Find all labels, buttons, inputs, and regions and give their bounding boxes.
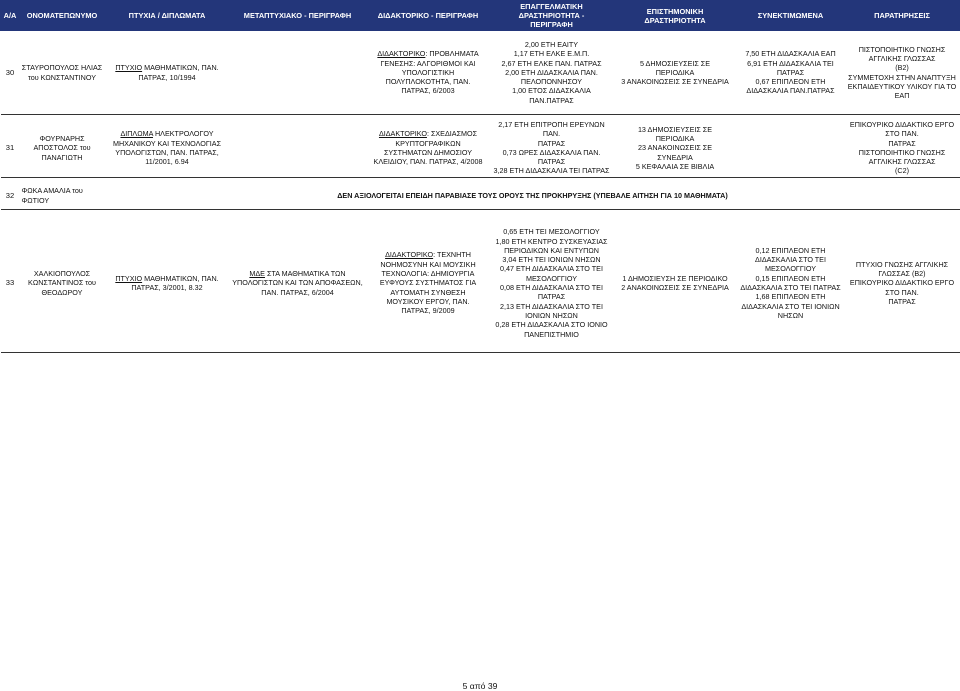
name-line: ΣΤΑΥΡΟΠΟΥΛΟΣ ΗΛΙΑΣ (21, 63, 103, 73)
phd-line: ΜΟΥΣΙΚΟΥ ΕΡΓΟΥ, ΠΑΝ. (386, 296, 470, 306)
table-row (1, 182, 960, 210)
master-line: ΥΠΟΛΟΓΙΣΤΩΝ ΚΑΙ ΤΩΝ ΑΠΟΦΑΣΕΩΝ, (232, 278, 363, 288)
notes-line: (C2) (895, 166, 909, 176)
notes-cell (844, 214, 960, 352)
page-number: 5 από 39 (462, 681, 498, 691)
master-type: ΜΔΕ (249, 269, 265, 279)
professional-line: ΠΑΤΡΑΣ (537, 157, 566, 167)
name-line: ΑΠΟΣΤΟΛΟΣ του (33, 143, 91, 153)
professional-line: 1,00 ΕΤΟΣ ΔΙΔΑΣΚΑΛΙΑ (512, 86, 591, 96)
attached-cell (738, 31, 844, 115)
degree-line: ΜΑΘΗΜΑΤΙΚΩΝ, ΠΑΝ. (142, 63, 219, 73)
phd-line: ΑΥΤΟΜΑΤΗ ΣΥΝΘΕΣΗ (390, 287, 466, 297)
professional-line: 3,04 ΕΤΗ ΤΕΙ ΙΟΝΙΩΝ ΝΗΣΩΝ (502, 255, 601, 265)
phd-line: : ΠΡΟΒΛΗΜΑΤΑ (425, 49, 479, 59)
header-name: ΟΝΟΜΑΤΕΠΩΝΥΜΟ (20, 1, 105, 31)
professional-line: 1,17 ΕΤΗ ΕΛΚΕ Ε.Μ.Π. (513, 49, 590, 59)
phd-line: ΚΡΥΠΤΟΓΡΑΦΙΚΩΝ (395, 138, 461, 148)
notes-line: ΠΑΤΡΑΣ (888, 296, 916, 306)
professional-line: 0,65 ΕΤΗ ΤΕΙ ΜΕΣΟΛΟΓΓΙΟΥ (503, 227, 600, 237)
degree-type: ΔΙΠΛΩΜΑ (120, 129, 153, 139)
master-line: ΠΑΝ. ΠΑΤΡΑΣ, 6/2004 (261, 287, 334, 297)
notes-line: (Β2) (895, 63, 909, 73)
name-line: ΚΩΝΣΤΑΝΤΙΝΟΣ του (28, 278, 96, 288)
phd-line: ΥΠΟΛΟΓΙΣΤΙΚΗ (401, 67, 455, 77)
attached-line: ΝΗΣΩΝ (777, 310, 804, 320)
header-aa: Α/Α (1, 1, 20, 31)
name-line: ΘΕΟΔΩΡΟΥ (41, 287, 83, 297)
professional-line: ΠΑΝΕΠΙΣΤΗΜΙΟ (524, 329, 579, 339)
header-notes: ΠΑΡΑΤΗΡΗΣΕΙΣ (844, 1, 960, 31)
professional-cell (491, 31, 613, 115)
name-line: ΠΑΝΑΓΙΩΤΗ (41, 152, 83, 162)
master-cell (230, 214, 366, 352)
scientific-line: 23 ΑΝΑΚΟΙΝΩΣΕΙΣ ΣΕ (637, 143, 712, 153)
scientific-line: 5 ΚΕΦΑΛΑΙΑ ΣΕ ΒΙΒΛΙΑ (635, 161, 715, 171)
phd-type: ΔΙΔΑΚΤΟΡΙΚΟ (377, 49, 426, 59)
name-line: ΦΩΚΑ ΑΜΑΛΙΑ του (21, 186, 83, 196)
master-cell (230, 119, 366, 177)
header-master: ΜΕΤΑΠΤΥΧΙΑΚΟ - ΠΕΡΙΓΡΑΦΗ (230, 1, 366, 31)
degree-type: ΠΤΥΧΙΟ (115, 63, 143, 73)
table-row (1, 119, 960, 177)
notes-cell (844, 31, 960, 115)
professional-line: 0,73 ΩΡΕΣ ΔΙΔΑΣΚΑΛΙΑ ΠΑΝ. (502, 147, 601, 157)
header-phd: ΔΙΔΑΚΤΟΡΙΚΟ - ΠΕΡΙΓΡΑΦΗ (366, 1, 491, 31)
header-scientific-line: ΔΡΑΣΤΗΡΙΟΤΗΤΑ (644, 15, 706, 25)
header-attached: ΣΥΝΕΚΤΙΜΩΜΕΝΑ (738, 1, 844, 31)
scientific-line: ΠΕΡΙΟΔΙΚΑ (655, 133, 695, 143)
phd-line: : ΣΧΕΔΙΑΣΜΟΣ (426, 129, 478, 139)
header-professional-line: ΕΠΑΓΓΕΛΜΑΤΙΚΗ ΔΡΑΣΤΗΡΙΟΤΗΤΑ - (518, 2, 585, 20)
master-line: ΣΤΑ ΜΑΘΗΜΑΤΙΚΑ ΤΩΝ (264, 269, 346, 279)
row-number: 30 (5, 67, 15, 77)
phd-line: ΚΛΕΙΔΙΟΥ, ΠΑΝ. ΠΑΤΡΑΣ, 4/2008 (373, 157, 483, 167)
degree-type: ΠΤΥΧΙΟ (115, 273, 143, 283)
header-scientific-line: ΕΠΙΣΤΗΜΟΝΙΚΗ (646, 6, 704, 16)
professional-line: 0,47 ΕΤΗ ΔΙΔΑΣΚΑΛΙΑ ΣΤΟ ΤΕΙ (500, 264, 603, 274)
name-line: ΦΩΤΙΟΥ (21, 195, 50, 205)
professional-line: 0,28 ΕΤΗ ΔΙΔΑΣΚΑΛΙΑ ΣΤΟ ΙΟΝΙΟ (495, 320, 608, 330)
attached-line: ΔΙΔΑΣΚΑΛΙΑ ΣΤΟ ΤΕΙ (755, 255, 826, 265)
phd-line: ΣΥΣΤΗΜΑΤΩΝ ΔΗΜΟΣΙΟΥ (383, 147, 473, 157)
degree-line: ΥΠΟΛΟΓΙΣΤΩΝ, ΠΑΝ. ΠΑΤΡΑΣ, (115, 147, 219, 157)
phd-line: ΠΟΛΥΠΛΟΚΟΤΗΤΑ, ΠΑΝ. (385, 77, 471, 87)
phd-line: ΕΥΦΥΟΥΣ ΣΥΣΤΗΜΑΤΟΣ ΓΙΑ (379, 278, 477, 288)
notes-line: ΠΑΤΡΑΣ (888, 138, 916, 148)
degree-line: ΠΑΤΡΑΣ, 3/2001, 8.32 (131, 283, 203, 293)
header-professional-line: ΠΕΡΙΓΡΑΦΗ (530, 20, 573, 29)
phd-line: ΓΕΝΕΣΗΣ: ΑΛΓΟΡΙΘΜΟΙ ΚΑΙ (380, 58, 476, 68)
scientific-line: ΣΥΝΕΔΡΙΑ (657, 152, 693, 162)
notes-cell (844, 119, 960, 177)
professional-line: ΠΑΝ.ΠΑΤΡΑΣ (529, 95, 574, 105)
phd-line: ΠΑΤΡΑΣ, 6/2003 (401, 86, 455, 96)
professional-line: ΠΕΛΟΠΟΝΝΗΣΟΥ (520, 77, 583, 87)
attached-line: 1,68 ΕΠΙΠΛΕΟΝ ΕΤΗ (755, 292, 826, 302)
notes-line: ΠΙΣΤΟΠΟΙΗΤΙΚΟ ΓΝΩΣΗΣ ΑΓΓΛΙΚΗΣ ΓΛΩΣΣΑΣ (858, 147, 946, 167)
attached-line: ΔΙΔΑΣΚΑΛΙΑ ΣΤΟ ΤΕΙ ΠΑΤΡΑΣ (740, 283, 841, 293)
attached-line: ΔΙΔΑΣΚΑΛΙΑ ΠΑΝ.ΠΑΤΡΑΣ (746, 86, 835, 96)
professional-line: 0,08 ΕΤΗ ΔΙΔΑΣΚΑΛΙΑ ΣΤΟ ΤΕΙ (500, 283, 603, 293)
attached-line: 7,50 ΕΤΗ ΔΙΔΑΣΚΑΛΙΑ ΕΑΠ (745, 49, 836, 59)
professional-line: 2,13 ΕΤΗ ΔΙΔΑΣΚΑΛΙΑ ΣΤΟ ΤΕΙ (500, 301, 603, 311)
attached-line: 6,91 ΕΤΗ ΔΙΔΑΣΚΑΛΙΑ ΤΕΙ (747, 58, 834, 68)
header-scientific (613, 1, 738, 31)
scientific-line: 3 ΑΝΑΚΟΙΝΩΣΕΙΣ ΣΕ ΣΥΝΕΔΡΙΑ (621, 77, 729, 87)
phd-line: ΤΕΧΝΟΛΟΓΙΑ: ΔΗΜΙΟΥΡΓΙΑ (381, 269, 475, 279)
degree-line: ΗΛΕΚΤΡΟΛΟΓΟΥ (152, 129, 214, 139)
professional-line: ΜΕΣΟΛΟΓΓΙΟΥ (526, 273, 577, 283)
phd-type: ΔΙΔΑΚΤΟΡΙΚΟ (378, 129, 427, 139)
not-evaluated-notice: ΔΕΝ ΑΞΙΟΛΟΓΕΙΤΑΙ ΕΠΕΙΔΗ ΠΑΡΑΒΙΑΣΕ ΤΟΥΣ ΟΡΟΥΣ ΤΗΣ ΠΡΟΚΗΡΥΞΗΣ (ΥΠΕΒΑΛΕ ΑΙΤΗΣΗ ΓΙΑ 10 ΜΑΘΗΜΑΤΑ) (337, 190, 728, 200)
name-line: ΦΟΥΡΝΑΡΗΣ (39, 133, 85, 143)
degree-line: ΜΑΘΗΜΑΤΙΚΩΝ, ΠΑΝ. (142, 273, 219, 283)
professional-line: 3,28 ΕΤΗ ΔΙΔΑΣΚΑΛΙΑ ΤΕΙ ΠΑΤΡΑΣ (493, 166, 610, 176)
professional-line: 2,67 ΕΤΗ ΕΛΚΕ ΠΑΝ. ΠΑΤΡΑΣ (501, 58, 602, 68)
professional-line: 2,00 ΕΤΗ ΕΑΙΤΥ (524, 39, 579, 49)
notes-line: ΕΠΙΚΟΥΡΙΚΟ ΔΙΔΑΚΤΙΚΟ ΕΡΓΟ ΣΤΟ ΠΑΝ. (849, 120, 955, 139)
degree-cell (105, 119, 230, 177)
professional-line: 2,17 ΕΤΗ ΕΠΙΤΡΟΠΗ ΕΡΕΥΝΩΝ ΠΑΝ. (498, 120, 605, 139)
row-divider (1, 352, 960, 357)
professional-line: ΠΑΤΡΑΣ (537, 292, 566, 302)
scientific-line: 13 ΔΗΜΟΣΙΕΥΣΕΙΣ ΣΕ (637, 124, 713, 134)
attached-line: ΠΑΤΡΑΣ (776, 67, 805, 77)
table-row (1, 31, 960, 115)
phd-cell (366, 119, 491, 177)
phd-cell (366, 214, 491, 352)
notes-line: ΣΥΜΜΕΤΟΧΗ ΣΤΗΝ ΑΝΑΠΤΥΞΗ (848, 72, 956, 82)
header-professional (491, 1, 613, 31)
phd-type: ΔΙΔΑΚΤΟΡΙΚΟ (385, 250, 434, 260)
notes-line: ΠΙΣΤΟΠΟΙΗΤΙΚΟ ΓΝΩΣΗΣ ΑΓΓΛΙΚΗΣ ΓΛΩΣΣΑΣ (858, 44, 946, 63)
name-line: ΧΑΛΚΙΟΠΟΥΛΟΣ (33, 269, 91, 279)
row-number: 31 (5, 143, 15, 153)
professional-line: ΙΟΝΙΩΝ ΝΗΣΩΝ (525, 310, 578, 320)
attached-line: 0,67 ΕΠΙΠΛΕΟΝ ΕΤΗ (755, 77, 826, 87)
attached-line: 0,12 ΕΠΙΠΛΕΟΝ ΕΤΗ (755, 245, 826, 255)
professional-line: 2,00 ΕΤΗ ΔΙΔΑΣΚΑΛΙΑ ΠΑΝ. (505, 67, 598, 77)
professional-cell (491, 119, 613, 177)
master-cell (230, 31, 366, 115)
row-number: 33 (5, 278, 15, 288)
scientific-line: 1 ΔΗΜΟΣΙΕΥΣΗ ΣΕ ΠΕΡΙΟΔΙΚΟ (622, 273, 728, 283)
scientific-cell (613, 31, 738, 115)
phd-line: ΝΟΗΜΟΣΥΝΗ ΚΑΙ ΜΟΥΣΙΚΗ (380, 259, 476, 269)
degree-line: ΠΑΤΡΑΣ, 10/1994 (138, 72, 196, 82)
scientific-line: ΠΕΡΙΟΔΙΚΑ (655, 67, 695, 77)
name-line: του ΚΩΝΣΤΑΝΤΙΝΟΥ (27, 72, 97, 82)
professional-line: ΠΑΤΡΑΣ (537, 138, 566, 148)
degree-line: ΜΗΧΑΝΙΚΟΥ ΚΑΙ ΤΕΧΝΟΛΟΓΙΑΣ (112, 138, 222, 148)
attached-line: 0,15 ΕΠΙΠΛΕΟΝ ΕΤΗ (755, 273, 826, 283)
candidate-name (20, 214, 105, 352)
scientific-line: 5 ΔΗΜΟΣΙΕΥΣΕΙΣ ΣΕ (639, 58, 711, 68)
degree-cell (105, 31, 230, 115)
attached-line: ΔΙΔΑΣΚΑΛΙΑ ΣΤΟ ΤΕΙ ΙΟΝΙΩΝ (741, 301, 840, 311)
scientific-cell (613, 214, 738, 352)
scientific-cell (613, 119, 738, 177)
candidate-name (20, 31, 105, 115)
professional-line: ΠΕΡΙΟΔΙΚΩΝ ΚΑΙ ΕΝΤΥΠΩΝ (504, 245, 599, 255)
table-header-row (1, 1, 960, 31)
professional-line: 1,80 ΕΤΗ ΚΕΝΤΡΟ ΣΥΣΚΕΥΑΣΙΑΣ (495, 236, 608, 246)
degree-line: 11/2001, 6.94 (145, 157, 189, 167)
scientific-line: 2 ΑΝΑΚΟΙΝΩΣΕΙΣ ΣΕ ΣΥΝΕΔΡΙΑ (621, 283, 729, 293)
row-number: 32 (5, 190, 15, 200)
attached-cell (738, 119, 844, 177)
header-degree: ΠΤΥΧΙΑ / ΔΙΠΛΩΜΑΤΑ (105, 1, 230, 31)
attached-line: ΜΕΣΟΛΟΓΓΙΟΥ (765, 264, 816, 274)
phd-line: ΠΑΤΡΑΣ, 9/2009 (401, 306, 455, 316)
phd-line: : ΤΕΧΝΗΤΗ (433, 250, 471, 260)
candidate-name (20, 182, 105, 210)
degree-cell (105, 214, 230, 352)
professional-cell (491, 214, 613, 352)
notes-line: ΕΠΙΚΟΥΡΙΚΟ ΔΙΔΑΚΤΙΚΟ ΕΡΓΟ ΣΤΟ ΠΑΝ. (849, 278, 955, 297)
attached-cell (738, 214, 844, 352)
candidate-name (20, 119, 105, 177)
table-row (1, 214, 960, 352)
phd-cell (366, 31, 491, 115)
notes-line: ΠΤΥΧΙΟ ΓΝΩΣΗΣ ΑΓΓΛΙΚΗΣ ΓΛΩΣΣΑΣ (Β2) (855, 259, 949, 279)
notes-line: ΕΚΠΑΙΔΕΥΤΙΚΟΥ ΥΛΙΚΟΥ ΓΙΑ ΤΟ ΕΑΠ (847, 81, 957, 101)
